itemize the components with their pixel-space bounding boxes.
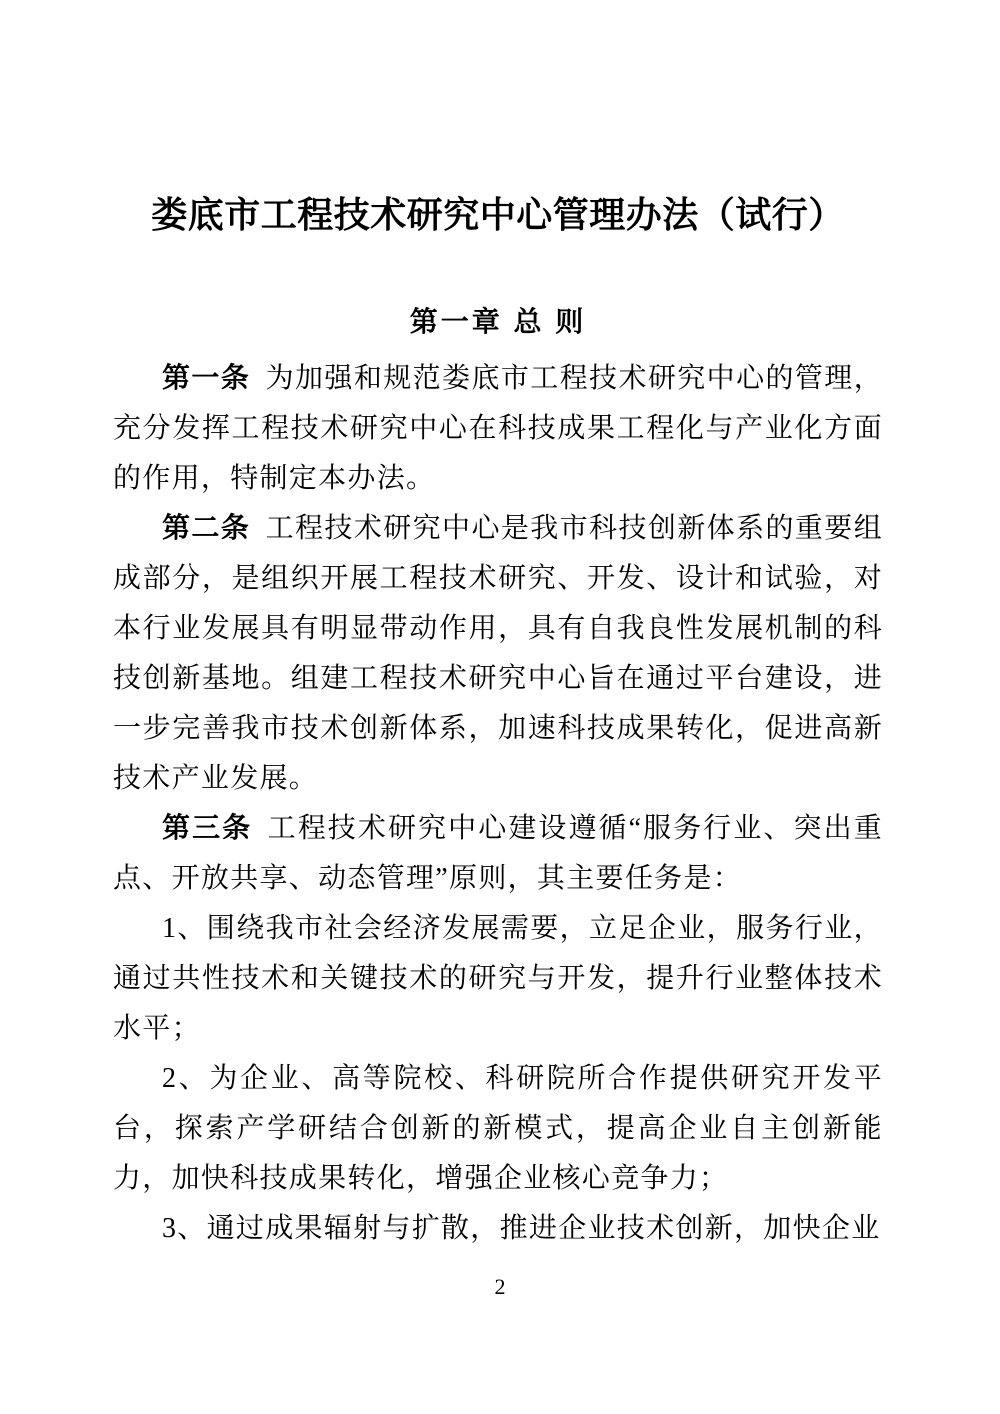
article-1-text: 为加强和规范娄底市工程技术研究中心的管理，充分发挥工程技术研究中心在科技成果工程化与产业化方面的作用，特制定本办法。 [113,363,883,494]
paragraph-item-2 [113,1054,883,1204]
document-content [113,190,883,1254]
paragraph-article-3 [113,804,883,904]
paragraph-item-3 [113,1204,883,1254]
page-number: 2 [494,1274,506,1299]
item-1-text: 1、围绕我市社会经济发展需要，立足企业，服务行业，通过共性技术和关键技术的研究与开发，提升行业整体技术水平； [113,913,883,1044]
article-2-text: 工程技术研究中心是我市科技创新体系的重要组成部分，是组织开展工程技术研究、开发、设计和试验，对本行业发展具有明显带动作用，具有自我良性发展机制的科技创新基地。组建工程技术研究中心旨在通过平台建设，进一步完善我市技术创新体系，加速科技成果转化，促进高新技术产业发展。 [113,513,883,794]
article-2-label: 第二条 [162,513,251,544]
chapter-heading: 第一章 总 则 [409,306,587,337]
document-title: 娄底市工程技术研究中心管理办法（试行） [151,195,845,235]
document-body [113,354,883,1254]
item-2-text: 2、为企业、高等院校、科研院所合作提供研究开发平台，探索产学研结合创新的新模式，提高企业自主创新能力，加快科技成果转化，增强企业核心竞争力； [113,1063,883,1194]
article-3-text: 工程技术研究中心建设遵循“服务行业、突出重点、开放共享、动态管理”原则，其主要任务是： [113,813,883,894]
paragraph-article-1 [113,354,883,504]
item-3-text: 3、通过成果辐射与扩散，推进企业技术创新，加快企业 [162,1213,881,1244]
article-3-label: 第三条 [162,813,253,844]
paragraph-article-2 [113,504,883,804]
paragraph-item-1 [113,904,883,1054]
article-1-label: 第一条 [162,363,251,394]
